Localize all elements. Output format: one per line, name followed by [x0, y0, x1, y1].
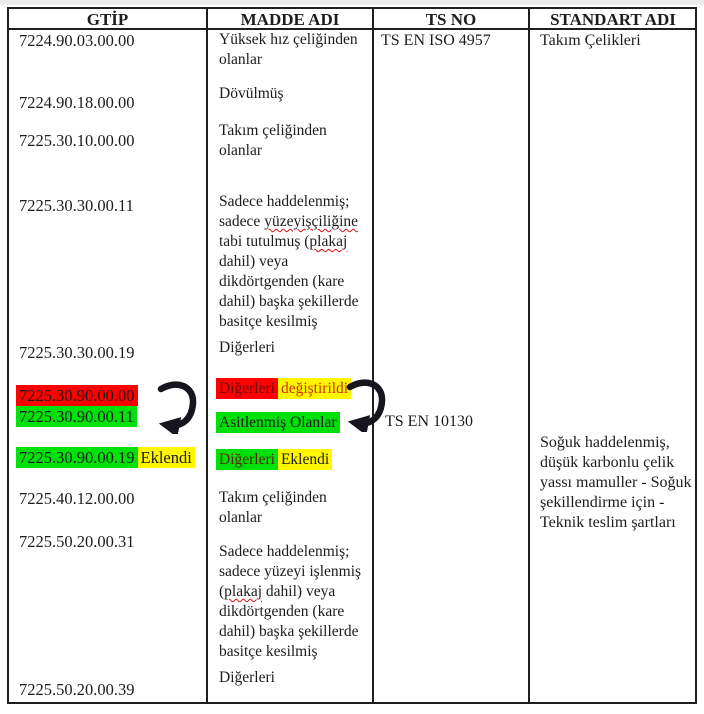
change-arrow-icon [156, 380, 198, 434]
madde-text: Diğerleri [219, 669, 275, 686]
gtip-code: 7225.30.10.00.00 [19, 131, 135, 150]
column-header-madde: MADDE ADI [240, 10, 340, 29]
column-header-gtip: GTİP [86, 10, 129, 29]
gtip-code: 7225.40.12.00.00 [19, 489, 135, 508]
gtip-code: 7225.50.20.00.39 [19, 680, 135, 699]
red-highlight: Diğerleri [216, 378, 278, 399]
gtip-code: 7225.30.30.00.19 [19, 343, 135, 362]
madde-text-part: dahil) veya dikdörtgenden (kare dahil) başka şekillerde basitçe kesilmiş [219, 583, 359, 660]
green-highlight: 7225.30.90.00.11 [16, 406, 137, 427]
gtip-code: 7224.90.18.00.00 [19, 93, 135, 112]
madde-text: Takım çeliğinden olanlar [219, 122, 327, 159]
changed-note: değiştirildi [278, 378, 351, 399]
red-highlight: 7225.30.90.00.00 [16, 385, 138, 406]
column-divider-3 [528, 9, 530, 702]
green-highlight: 7225.30.90.00.19 [16, 447, 138, 468]
gtip-code: 7225.30.30.00.11 [19, 196, 134, 215]
spellcheck-underline: plakaj [309, 233, 348, 250]
column-divider-2 [372, 9, 374, 702]
tsno-value: TS EN 10130 [385, 413, 473, 430]
madde-text: Diğerleri [219, 339, 275, 356]
madde-text-part: Sadece haddelenmiş; sadece yüzeyi işlenmiş ( [219, 543, 362, 600]
gtip-code-new [16, 406, 137, 427]
column-header-standart: STANDART ADI [550, 10, 676, 29]
madde-text-spellchecked [219, 542, 371, 662]
gtip-code-added [16, 447, 195, 468]
tsno-value: TS EN ISO 4957 [381, 32, 491, 49]
spellcheck-underline: yüzeyişçiliğine [264, 213, 359, 230]
column-divider-1 [206, 9, 208, 702]
green-highlight: Diğerleri [216, 449, 278, 470]
madde-text-part: dahil) veya dikdörtgenden (kare dahil) başka şekillerde basitçe kesilmiş [219, 253, 359, 330]
page-top-edge [0, 0, 704, 5]
madde-text-spellchecked [219, 192, 371, 332]
green-highlight: Asitlenmiş Olanlar [216, 412, 340, 433]
madde-text-part: tabi tutulmuş ( [219, 233, 310, 250]
added-note: Eklendi [278, 449, 332, 470]
change-arrow-icon [345, 378, 387, 432]
madde-text: Dövülmüş [219, 85, 284, 102]
madde-text-added [216, 449, 368, 470]
madde-text: Yüksek hız çeliğinden olanlar [219, 31, 358, 68]
madde-text: Takım çeliğinden olanlar [219, 489, 327, 526]
added-note: Eklendi [138, 447, 195, 468]
gtip-code: 7225.50.20.00.31 [19, 532, 135, 551]
madde-text-part: Sadece haddelenmiş; sadece [219, 193, 350, 230]
column-header-tsno: TS NO [425, 10, 477, 29]
spellcheck-underline: plakaj [224, 583, 263, 600]
standart-name: Soğuk haddelenmiş, düşük karbonlu çelik yassı mamuller - Soğuk şekillendirme için - Teknik teslim şartları [540, 434, 692, 531]
gtip-code: 7224.90.03.00.00 [19, 31, 135, 50]
standart-name: Takım Çelikleri [540, 32, 641, 49]
gtip-code-changed [16, 385, 138, 406]
